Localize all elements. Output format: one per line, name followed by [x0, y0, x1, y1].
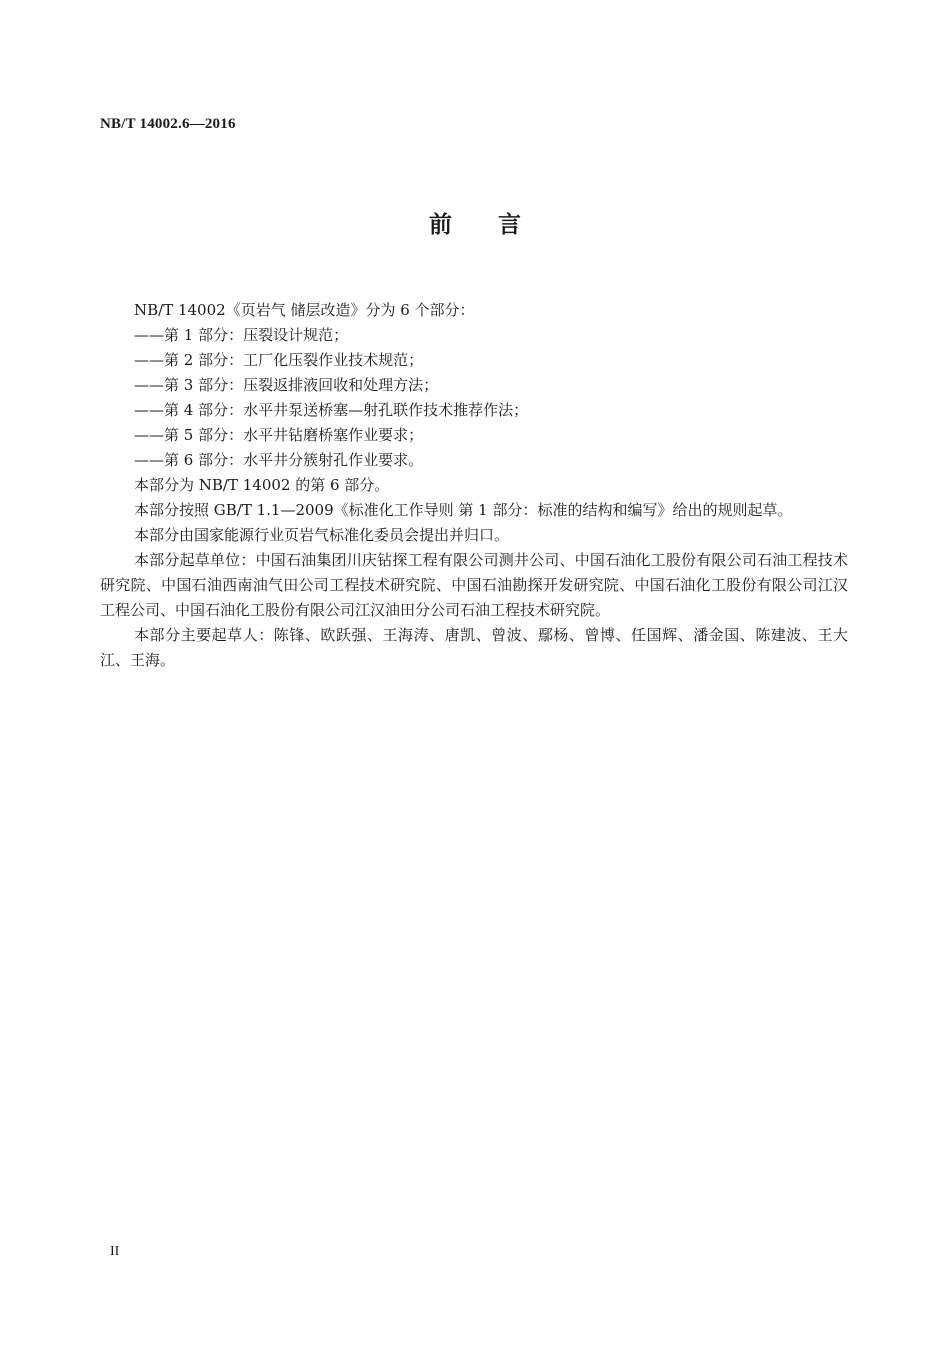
page-number: II [110, 1244, 120, 1259]
foreword-body [100, 298, 848, 673]
paragraph-proposer: 本部分由国家能源行业页岩气标准化委员会提出并归口。 [134, 526, 510, 544]
part-list-item: ——第 2 部分：工厂化压裂作业技术规范； [134, 351, 424, 369]
paragraph-drafters: 本部分主要起草人：陈锋、欧跃强、王海涛、唐凯、曾波、鄢杨、曾博、任国辉、潘金国、陈建波、王大江、王海。 [100, 626, 848, 669]
part-list-item: ——第 5 部分：水平井钻磨桥塞作业要求； [134, 426, 424, 444]
paragraph-drafting-units: 本部分起草单位：中国石油集团川庆钻探工程有限公司测井公司、中国石油化工股份有限公司石油工程技术研究院、中国石油西南油气田公司工程技术研究院、中国石油勘探开发研究院、中国石油化工股份有限公司江汉工程公司、中国石油化工股份有限公司江汉油田分公司石油工程技术研究院。 [100, 551, 848, 619]
title-char-1: 前 [429, 212, 452, 238]
standard-number: NB/T 14002.6—2016 [100, 116, 236, 132]
page-title [0, 206, 950, 239]
part-list-item: ——第 1 部分：压裂设计规范； [134, 326, 349, 344]
paragraph-part-statement: 本部分为 NB/T 14002 的第 6 部分。 [134, 476, 390, 494]
part-list-item: ——第 4 部分：水平井泵送桥塞—射孔联作技术推荐作法； [134, 401, 529, 419]
part-list-item: ——第 6 部分：水平井分簇射孔作业要求。 [134, 451, 424, 469]
part-list-item: ——第 3 部分：压裂返排液回收和处理方法； [134, 376, 439, 394]
intro-paragraph: NB/T 14002《页岩气 储层改造》分为 6 个部分： [134, 301, 475, 319]
title-char-2: 言 [498, 212, 521, 238]
paragraph-drafting-rules: 本部分按照 GB/T 1.1—2009《标准化工作导则 第 1 部分：标准的结构和编写》给出的规则起草。 [134, 501, 793, 519]
